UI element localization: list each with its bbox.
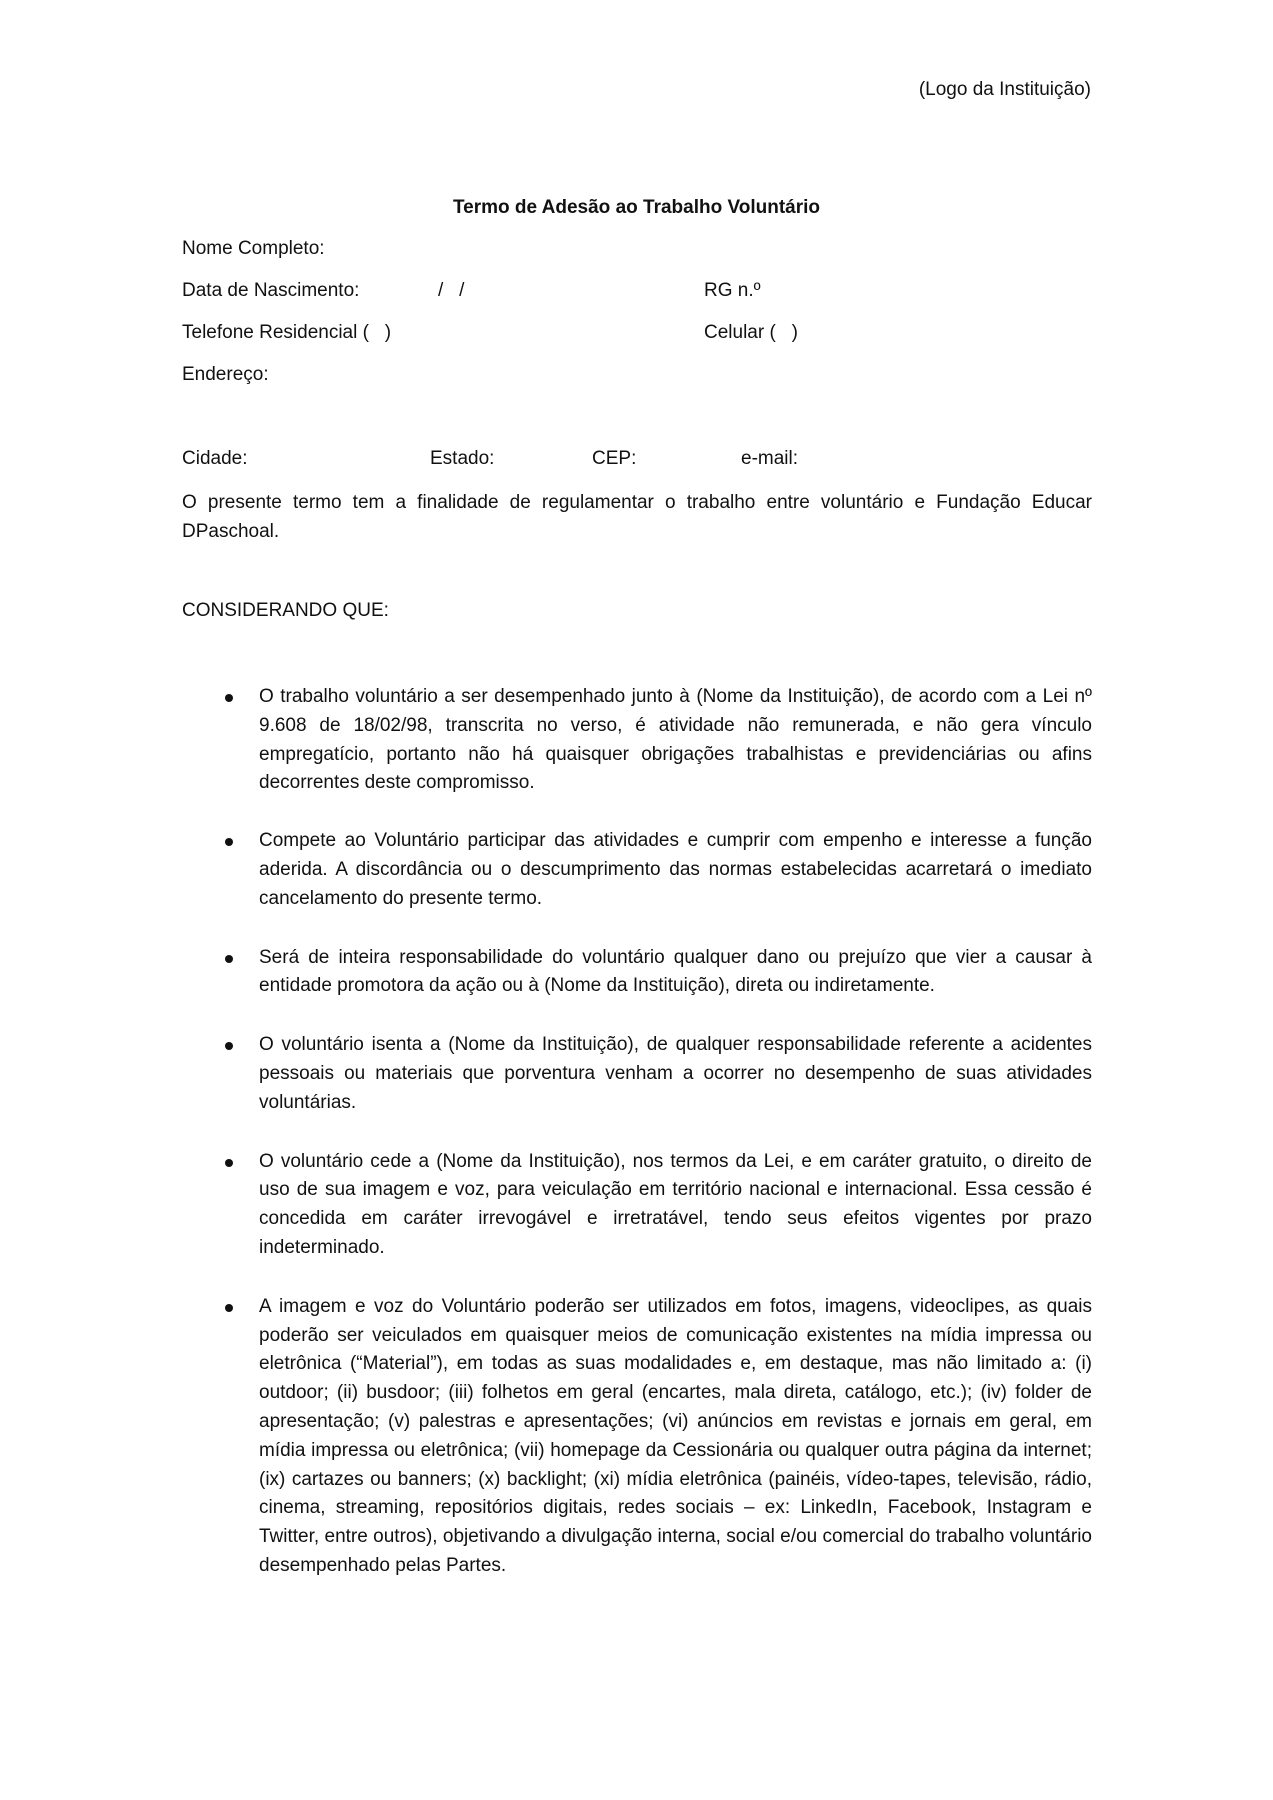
logo-placeholder: (Logo da Instituição) [918,79,1091,100]
clause-text: O trabalho voluntário a ser desempenhado junto à (Nome da Instituição), de acordo com a Lei nº 9.608 de 18/02/98, transcrita no verso, é atividade não remunerada, e não gera vínculo empregatício, portanto não há quaisquer obrigações trabalhistas e previdenciárias ou afins decorrentes deste compromisso. [259,686,1092,794]
field-cep: CEP: [592,448,637,469]
bullet-icon [225,838,233,846]
field-nome-completo: Nome Completo: [182,238,325,259]
bullet-icon [225,955,233,963]
clause-text: Compete ao Voluntário participar das atividades e cumprir com empenho e interesse a função aderida. A discordância ou o descumprimento das normas estabelecidas acarretará o imediato cancelamento do presente termo. [259,830,1092,909]
clause-item [182,827,1092,913]
clause-item [182,944,1092,1002]
field-cidade: Cidade: [182,448,248,469]
document-title: Termo de Adesão ao Trabalho Voluntário [452,197,821,218]
field-estado: Estado: [430,448,495,469]
clause-text: O voluntário isenta a (Nome da Instituição), de qualquer responsabilidade referente a acidentes pessoais ou materiais que porventura venham a ocorrer no desempenho de suas atividades voluntárias. [259,1034,1092,1113]
bullet-icon [225,694,233,702]
field-telefone-residencial: Telefone Residencial ( ) [182,322,392,343]
clause-item [182,1148,1092,1263]
bullet-icon [225,1159,233,1167]
bullet-icon [225,1042,233,1050]
field-email: e-mail: [741,448,799,469]
clause-item [182,1293,1092,1581]
clause-item [182,1031,1092,1117]
field-data-slashes: / / [438,280,465,301]
intro-paragraph: O presente termo tem a finalidade de regulamentar o trabalho entre voluntário e Fundação Educar DPaschoal. [182,492,1092,542]
clause-text: A imagem e voz do Voluntário poderão ser utilizados em fotos, imagens, videoclipes, as quais poderão ser veiculados em quaisquer meios de comunicação existentes na mídia impressa ou eletrônica (“Material”), em todas as suas modalidades e, em destaque, mas não limitado a: (i) outdoor; (ii) busdoor; (iii) folhetos em geral (encartes, mala direta, catálogo, etc.); (iv) folder de apresentação; (v) palestras e apresentações; (vi) anúncios em revistas e jornais em geral, em mídia impressa ou eletrônica; (vii) homepage da Cessionária ou qualquer outra página da internet; (ix) cartazes ou banners; (x) backlight; (xi) mídia eletrônica (painéis, vídeo-tapes, televisão, rádio, cinema, streaming, repositórios digitais, redes sociais – ex: LinkedIn, Facebook, Instagram e Twitter, entre outros), objetivando a divulgação interna, social e/ou comercial do trabalho voluntário desempenhado pelas Partes. [259,1295,1092,1576]
field-endereco: Endereço: [182,364,269,385]
clauses-list [182,683,1092,1581]
field-celular: Celular ( ) [704,322,798,343]
considerando-heading: CONSIDERANDO QUE: [182,600,389,621]
field-rg: RG n.º [704,280,761,301]
field-data-nascimento: Data de Nascimento: [182,280,360,301]
clause-item [182,683,1092,798]
bullet-icon [225,1304,233,1312]
clause-text: O voluntário cede a (Nome da Instituição), nos termos da Lei, e em caráter gratuito, o direito de uso de sua imagem e voz, para veiculação em território nacional e internacional. Essa cessão é concedida em caráter irrevogável e irretratável, tendo seus efeitos vigentes por prazo indeterminado. [259,1150,1092,1258]
clause-text: Será de inteira responsabilidade do voluntário qualquer dano ou prejuízo que vier a causar à entidade promotora da ação ou à (Nome da Instituição), direta ou indiretamente. [259,946,1092,997]
